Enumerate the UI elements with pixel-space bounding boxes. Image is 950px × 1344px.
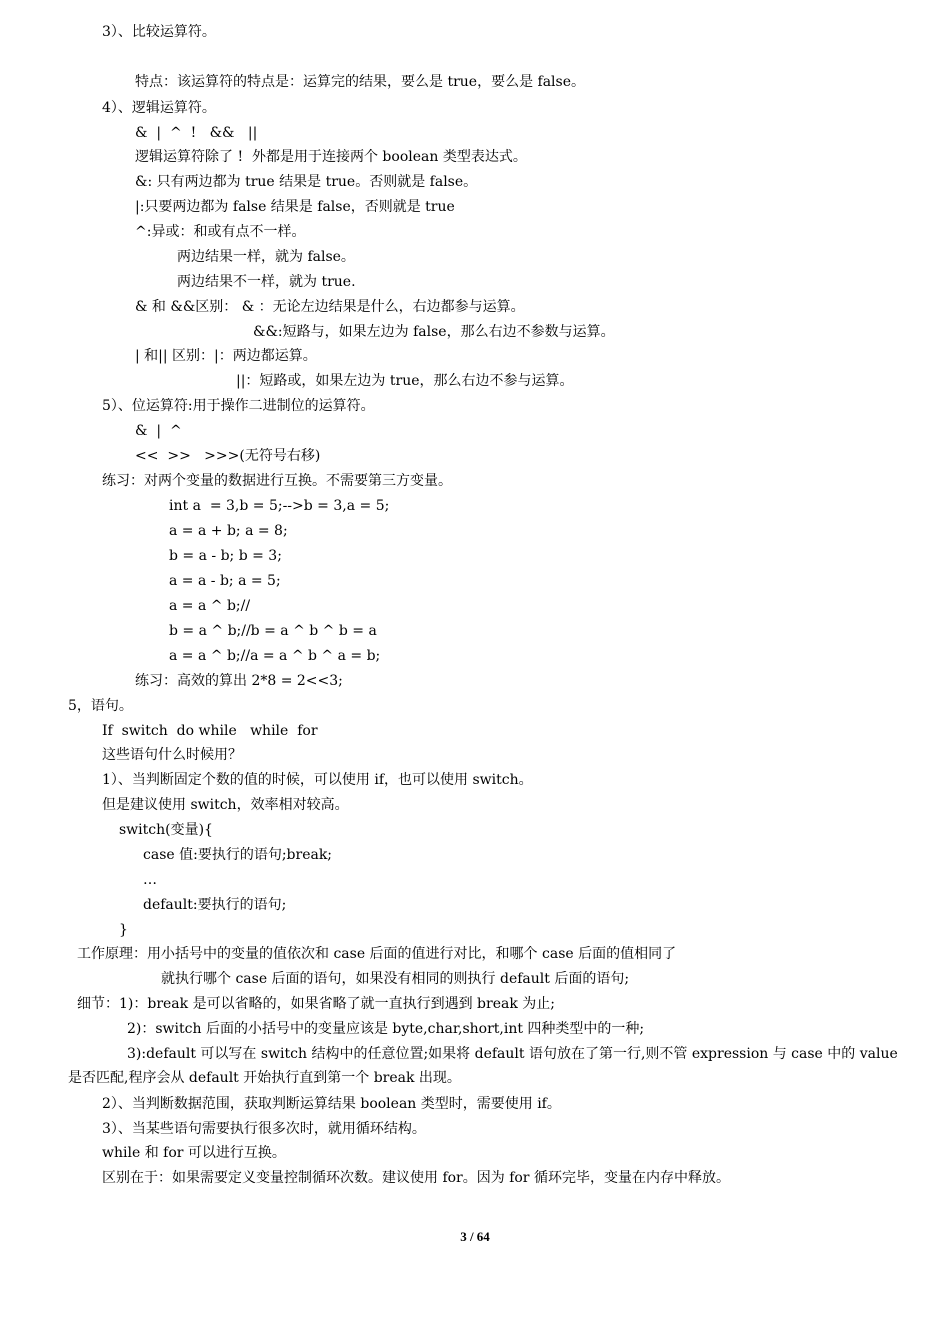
text-line: 细节：1)：break 是可以省略的，如果省略了就一直执行到遇到 break 为止; <box>77 996 555 1012</box>
code-line: & | ^ ! && || <box>135 125 258 141</box>
text-line: 区别在于：如果需要定义变量控制循环次数。建议使用 for。因为 for 循环完毕，变量在内存中释放。 <box>102 1170 730 1186</box>
code-line: switch(变量){ <box>119 822 213 838</box>
code-line: a = a ^ b;//a = a ^ b ^ a = b; <box>169 648 381 664</box>
text-line: 但是建议使用 switch，效率相对较高。 <box>102 797 349 813</box>
text-line: ||：短路或，如果左边为 true，那么右边不参与运算。 <box>236 373 574 389</box>
exercise-line: 练习：高效的算出 2*8 = 2<<3; <box>135 673 343 689</box>
text-line: 3）、当某些语句需要执行很多次时，就用循环结构。 <box>102 1121 426 1137</box>
text-line: | 和|| 区别：|：两边都运算。 <box>135 348 317 364</box>
exercise-line: 练习：对两个变量的数据进行互换。不需要第三方变量。 <box>102 473 452 489</box>
code-line: int a = 3,b = 5;-->b = 3,a = 5; <box>169 498 390 514</box>
section-heading-statements: 5，语句。 <box>68 698 133 714</box>
text-line: while 和 for 可以进行互换。 <box>102 1145 286 1161</box>
text-line: 两边结果不一样，就为 true. <box>177 274 356 290</box>
code-line: b = a ^ b;//b = a ^ b ^ b = a <box>169 623 377 639</box>
page-number: 3 / 64 <box>460 1229 490 1244</box>
text-line: ^:异或：和或有点不一样。 <box>135 224 306 240</box>
code-line: default:要执行的语句; <box>143 897 287 913</box>
text-line: 1）、当判断固定个数的值的时候，可以使用 if，也可以使用 switch。 <box>102 772 533 788</box>
code-line: … <box>143 872 157 888</box>
text-line: |:只要两边都为 false 结果是 false，否则就是 true <box>135 199 455 215</box>
code-line: a = a - b; a = 5; <box>169 573 281 589</box>
code-line: << >> >>>(无符号右移) <box>135 448 321 464</box>
text-line: &: 只有两边都为 true 结果是 true。否则就是 false。 <box>135 174 478 190</box>
heading-bit-operators: 5）、位运算符:用于操作二进制位的运算符。 <box>102 398 375 414</box>
text-paragraph: 3):default 可以写在 switch 结构中的任意位置;如果将 default 语句放在了第一行,则不管 expression 与 case 中的 value 是否匹配,程序会从 default 开始执行直到第一个 break 出现。 <box>68 1046 898 1086</box>
text-line: 2）、当判断数据范围，获取判断运算结果 boolean 类型时，需要使用 if。 <box>102 1096 561 1112</box>
heading-comparison-operators: 3）、比较运算符。 <box>102 24 216 40</box>
heading-logical-operators: 4）、逻辑运算符。 <box>102 100 216 116</box>
text-line: 特点：该运算符的特点是：运算完的结果，要么是 true，要么是 false。 <box>135 74 585 90</box>
code-line: a = a + b; a = 8; <box>169 523 288 539</box>
text-line: & 和 &&区别： & ：无论左边结果是什么，右边都参与运算。 <box>135 299 525 315</box>
code-line: b = a - b; b = 3; <box>169 548 282 564</box>
text-line: 2)：switch 后面的小括号中的变量应该是 byte,char,short,int 四种类型中的一种; <box>127 1021 645 1037</box>
text-line: 工作原理：用小括号中的变量的值依次和 case 后面的值进行对比，和哪个 case 后面的值相同了 <box>77 946 677 962</box>
code-line: If switch do while while for <box>102 723 318 739</box>
code-line: a = a ^ b;// <box>169 598 251 614</box>
text-line: &&:短路与，如果左边为 false，那么右边不参数与运算。 <box>253 324 615 340</box>
text-line: 这些语句什么时候用？ <box>102 747 242 763</box>
code-line: case 值:要执行的语句;break; <box>143 847 333 863</box>
text-line: 两边结果一样，就为 false。 <box>177 249 355 265</box>
text-line: 逻辑运算符除了 ! 外都是用于连接两个 boolean 类型表达式。 <box>135 149 527 165</box>
text-line: 就执行哪个 case 后面的语句，如果没有相同的则执行 default 后面的语句; <box>161 971 630 987</box>
code-line: } <box>119 922 128 938</box>
code-line: & | ^ <box>135 423 182 439</box>
